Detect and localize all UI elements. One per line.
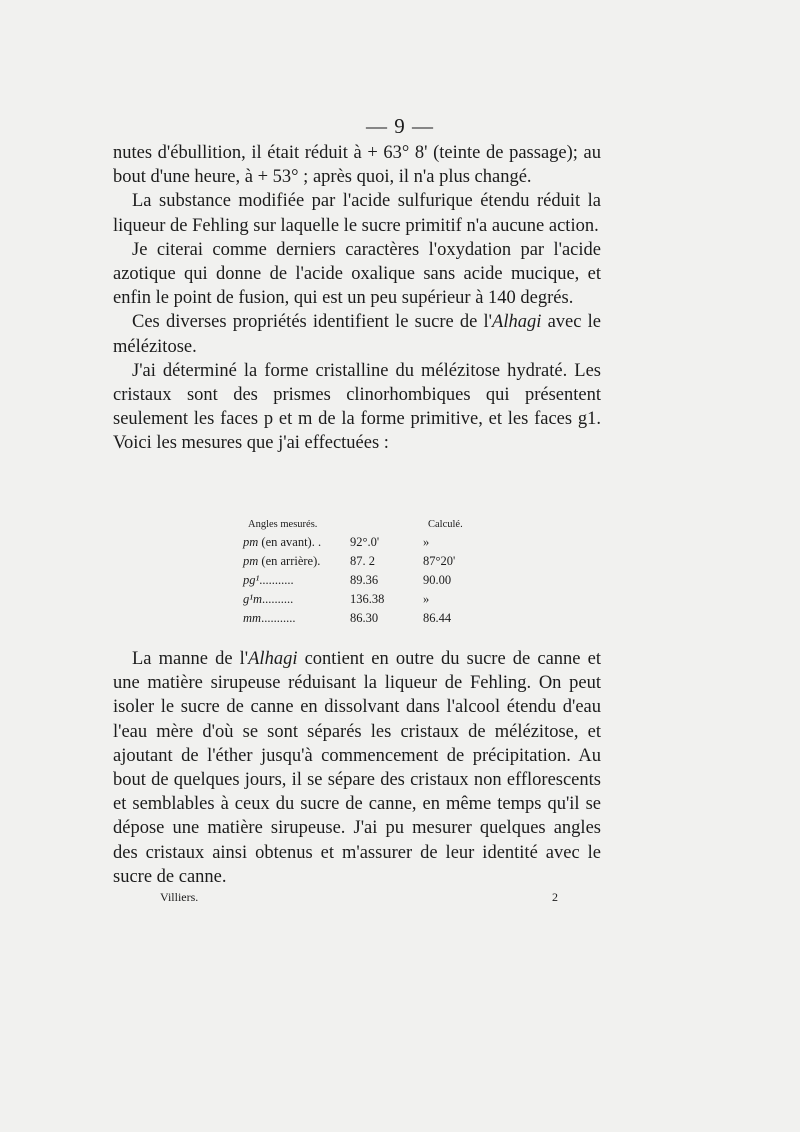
calculated-value: » — [423, 592, 430, 606]
table-row — [240, 571, 490, 590]
header-angles-measured: Angles mesurés. — [248, 519, 318, 530]
row-label: pg¹........... — [243, 573, 294, 587]
paragraph: J'ai déterminé la forme cristalline du mélézitose hydraté. Les cristaux sont des prismes clinorhombiques qui présentent seulement les faces p et m de la forme primitive, et les faces g1. Voici les mesures que j'ai effectuées : — [113, 360, 601, 454]
signature-mark: 2 — [552, 890, 558, 904]
table-row — [240, 552, 490, 571]
measured-value: 86.30 — [350, 611, 379, 625]
calculated-value: 86.44 — [423, 611, 452, 625]
body-text-bottom — [113, 647, 601, 889]
header-calculated: Calculé. — [428, 519, 463, 530]
paragraph: La substance modifiée par l'acide sulfurique étendu réduit la liqueur de Fehling sur laquelle le sucre primitif n'a aucune action. — [113, 191, 601, 236]
paragraph: Je citerai comme derniers caractères l'oxydation par l'acide azotique qui donne de l'acide oxalique sans acide mucique, et enfin le point de fusion, qui est un peu supérieur à 140 degrés. — [113, 239, 601, 309]
paragraph: La manne de l'Alhagi contient en outre du sucre de canne et une matière sirupeuse réduisant la liqueur de Fehling. On peut isoler le sucre de canne en dissolvant dans l'alcool étendu d'eau l'eau mère d'où se sont séparés les cristaux de mélézitose, et ajoutant de l'éther jusqu'à commencement de précipitation. Au bout de quelques jours, il se sépare des cristaux non efflorescents et semblables à ceux du sucre de canne, en même temps qu'il se dépose une matière sirupeuse. J'ai pu mesurer quelques angles des cristaux ainsi obtenus et m'assurer de leur identité avec le sucre de canne. — [113, 649, 601, 887]
measured-value: 87. 2 — [350, 554, 375, 568]
angle-measurements-table — [240, 515, 490, 628]
table-row — [240, 590, 490, 609]
calculated-value: 87°20' — [423, 554, 456, 568]
measured-value: 89.36 — [350, 573, 379, 587]
table-row — [240, 609, 490, 628]
row-label: mm........... — [243, 611, 296, 625]
measured-value: 136.38 — [350, 592, 385, 606]
table-header — [240, 515, 490, 530]
measured-value: 92°.0' — [350, 535, 380, 549]
page-number: — 9 — — [366, 114, 434, 138]
row-label: g¹m.......... — [243, 592, 294, 606]
paragraph: Ces diverses propriétés identifient le sucre de l'Alhagi avec le mélézitose. — [113, 312, 601, 357]
row-label: pm (en avant). . — [243, 535, 322, 549]
body-text-top — [113, 141, 601, 456]
calculated-value: » — [423, 535, 430, 549]
row-label: pm (en arrière). — [243, 554, 321, 568]
author-name: Villiers. — [160, 890, 199, 904]
table-row — [240, 533, 490, 552]
paragraph: nutes d'ébullition, il était réduit à + 63° 8' (teinte de passage); au bout d'une heure, à + 53° ; après quoi, il n'a plus changé. — [113, 143, 601, 188]
calculated-value: 90.00 — [423, 573, 452, 587]
